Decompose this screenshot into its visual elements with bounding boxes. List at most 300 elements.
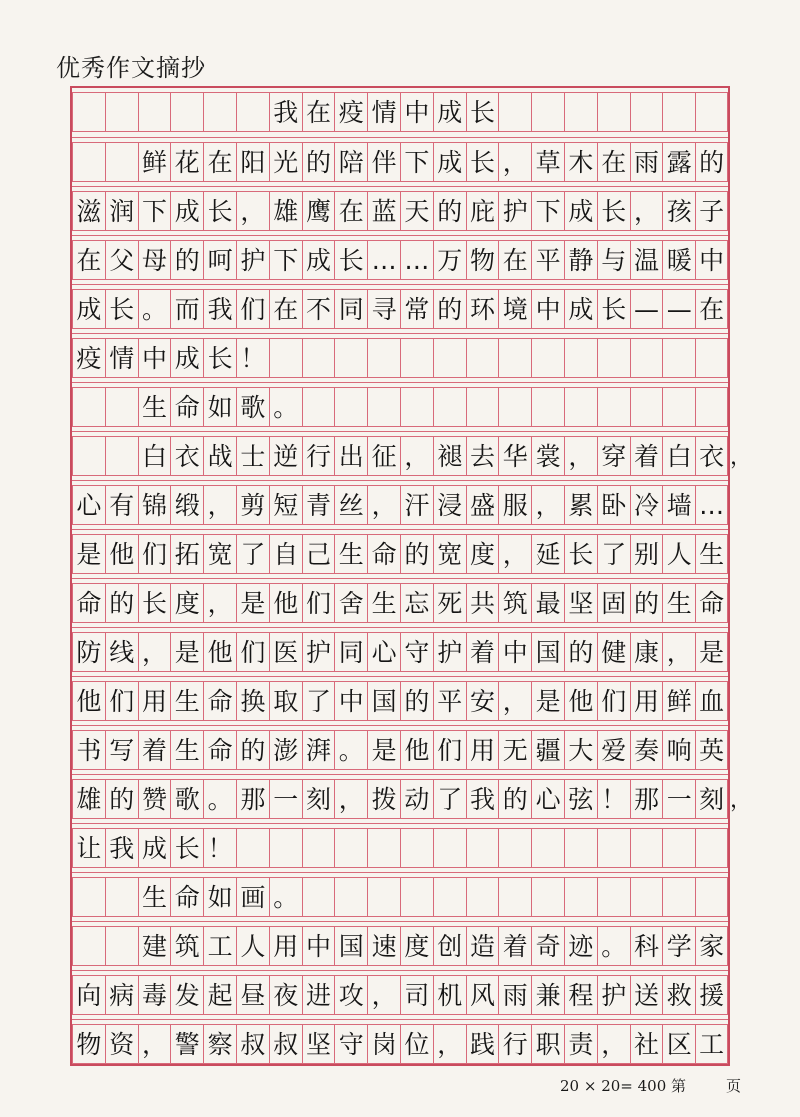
grid-cell: 同 <box>334 632 367 672</box>
grid-cell: 他 <box>400 730 433 770</box>
grid-cell: 缎 <box>170 485 203 525</box>
grid-cell <box>695 828 728 868</box>
grid-cell: 长 <box>466 142 499 182</box>
grid-cell: 平 <box>433 681 466 721</box>
grid-cell: 创 <box>433 926 466 966</box>
grid-cell: 生 <box>334 534 367 574</box>
grid-cell: 中 <box>138 338 171 378</box>
grid-cell: — <box>662 289 695 329</box>
grid-cell: 生 <box>695 534 728 574</box>
grid-cell: 天 <box>400 191 433 231</box>
grid-cell <box>302 877 335 917</box>
grid-cell: 人 <box>662 534 695 574</box>
grid-cell: 在 <box>334 191 367 231</box>
grid-cell: 疫 <box>334 92 367 132</box>
grid-cell: 。 <box>334 730 367 770</box>
grid-cell: 生 <box>662 583 695 623</box>
grid-cell: 舍 <box>334 583 367 623</box>
grid-cell: 安 <box>466 681 499 721</box>
grid-cell: 们 <box>597 681 630 721</box>
grid-cell: ， <box>498 142 531 182</box>
grid-cell <box>662 92 695 132</box>
grid-cell: 成 <box>433 92 466 132</box>
grid-cell: 护 <box>302 632 335 672</box>
grid-cell: 歌 <box>236 387 269 427</box>
grid-cell <box>531 92 564 132</box>
grid-cell: 中 <box>302 926 335 966</box>
grid-cell: 坚 <box>302 1024 335 1064</box>
grid-cell: 褪 <box>433 436 466 476</box>
grid-cell: 责 <box>564 1024 597 1064</box>
grid-cell <box>597 877 630 917</box>
grid-cell: 发 <box>170 975 203 1015</box>
grid-cell: 大 <box>564 730 597 770</box>
grid-cell: 拓 <box>170 534 203 574</box>
grid-cell: ， <box>367 975 400 1015</box>
grid-cell: 共 <box>466 583 499 623</box>
grid-cell: 是 <box>72 534 105 574</box>
grid-cell <box>72 877 105 917</box>
grid-row <box>72 1019 728 1068</box>
grid-cell: ， <box>662 632 695 672</box>
grid-cell: 衣 <box>695 436 728 476</box>
grid-cell <box>72 387 105 427</box>
grid-cell: 护 <box>236 240 269 280</box>
grid-cell: 长 <box>597 191 630 231</box>
grid-cell: 的 <box>105 583 138 623</box>
grid-cell: 程 <box>564 975 597 1015</box>
grid-cell: 职 <box>531 1024 564 1064</box>
grid-cell <box>695 387 728 427</box>
grid-cell: 下 <box>531 191 564 231</box>
grid-cell <box>400 338 433 378</box>
grid-cell: — <box>630 289 663 329</box>
grid-cell: ， <box>564 436 597 476</box>
grid-cell: 如 <box>203 877 236 917</box>
grid-cell: 了 <box>236 534 269 574</box>
grid-cell: 叔 <box>269 1024 302 1064</box>
grid-cell: 宽 <box>433 534 466 574</box>
grid-cell: 心 <box>531 779 564 819</box>
grid-cell: 露 <box>662 142 695 182</box>
grid-cell: 奇 <box>531 926 564 966</box>
grid-cell: 延 <box>531 534 564 574</box>
grid-cell <box>597 828 630 868</box>
grid-cell: 我 <box>269 92 302 132</box>
grid-cell: ！ <box>203 828 236 868</box>
grid-cell: 孩 <box>662 191 695 231</box>
grid-cell: 坚 <box>564 583 597 623</box>
grid-cell <box>334 387 367 427</box>
grid-cell: 兼 <box>531 975 564 1015</box>
grid-cell: 生 <box>367 583 400 623</box>
grid-cell: 工 <box>203 926 236 966</box>
grid-cell: 命 <box>170 877 203 917</box>
grid-cell: 成 <box>72 289 105 329</box>
grid-cell: 死 <box>433 583 466 623</box>
grid-cell: 向 <box>72 975 105 1015</box>
grid-cell: 的 <box>105 779 138 819</box>
grid-cell <box>105 436 138 476</box>
grid-cell: 的 <box>498 779 531 819</box>
grid-cell: 短 <box>269 485 302 525</box>
grid-cell: 们 <box>138 534 171 574</box>
grid-row <box>72 872 728 921</box>
grid-cell: 的 <box>400 534 433 574</box>
grid-cell: 血 <box>695 681 728 721</box>
grid-cell: 那 <box>236 779 269 819</box>
grid-cell: 行 <box>498 1024 531 1064</box>
grid-cell: ， <box>400 436 433 476</box>
grid-cell: 毒 <box>138 975 171 1015</box>
grid-cell: 是 <box>695 632 728 672</box>
grid-row <box>72 529 728 578</box>
grid-cell: 送 <box>630 975 663 1015</box>
grid-cell <box>564 828 597 868</box>
grid-cell: 爱 <box>597 730 630 770</box>
grid-row <box>72 578 728 627</box>
grid-cell: 衣 <box>170 436 203 476</box>
grid-cell <box>662 387 695 427</box>
grid-cell: 长 <box>203 191 236 231</box>
grid-cell <box>498 828 531 868</box>
grid-cell: ， <box>498 681 531 721</box>
grid-cell <box>367 387 400 427</box>
grid-cell: 学 <box>662 926 695 966</box>
grid-cell: 情 <box>367 92 400 132</box>
grid-cell <box>400 828 433 868</box>
grid-cell: 浸 <box>433 485 466 525</box>
grid-cell: 在 <box>302 92 335 132</box>
grid-cell: 花 <box>170 142 203 182</box>
grid-cell <box>630 387 663 427</box>
grid-cell: 国 <box>367 681 400 721</box>
grid-row <box>72 137 728 186</box>
grid-cell: 国 <box>531 632 564 672</box>
grid-row <box>72 186 728 235</box>
grid-cell: 用 <box>630 681 663 721</box>
grid-cell <box>695 92 728 132</box>
overflow-punctuation: ， <box>730 445 753 470</box>
grid-cell <box>531 387 564 427</box>
grid-cell: 鲜 <box>662 681 695 721</box>
grid-cell: 鲜 <box>138 142 171 182</box>
title-row <box>72 88 728 137</box>
grid-cell: 着 <box>466 632 499 672</box>
grid-cell: 取 <box>269 681 302 721</box>
grid-cell: 区 <box>662 1024 695 1064</box>
grid-cell <box>630 828 663 868</box>
grid-cell: 下 <box>400 142 433 182</box>
grid-cell: 忘 <box>400 583 433 623</box>
grid-cell: 叔 <box>236 1024 269 1064</box>
grid-cell <box>466 877 499 917</box>
grid-cell: 康 <box>630 632 663 672</box>
grid-cell <box>400 877 433 917</box>
grid-cell: 裳 <box>531 436 564 476</box>
grid-cell <box>236 92 269 132</box>
grid-cell: 命 <box>203 681 236 721</box>
grid-cell: 援 <box>695 975 728 1015</box>
grid-cell <box>334 828 367 868</box>
grid-cell: 起 <box>203 975 236 1015</box>
grid-cell: 病 <box>105 975 138 1015</box>
grid-cell <box>597 92 630 132</box>
grid-cell: 在 <box>498 240 531 280</box>
grid-cell: 。 <box>269 877 302 917</box>
grid-cell: 与 <box>597 240 630 280</box>
grid-cell: … <box>400 240 433 280</box>
grid-cell: 物 <box>72 1024 105 1064</box>
grid-cell <box>564 387 597 427</box>
grid-cell: 湃 <box>302 730 335 770</box>
grid-cell: ， <box>498 534 531 574</box>
grid-cell <box>105 387 138 427</box>
grid-cell: 母 <box>138 240 171 280</box>
grid-cell: ， <box>630 191 663 231</box>
grid-cell: 书 <box>72 730 105 770</box>
grid-cell: 在 <box>695 289 728 329</box>
grid-cell: 陪 <box>334 142 367 182</box>
grid-cell: 成 <box>433 142 466 182</box>
grid-cell: 弦 <box>564 779 597 819</box>
grid-row <box>72 382 728 431</box>
grid-cell: 筑 <box>170 926 203 966</box>
grid-cell: 我 <box>466 779 499 819</box>
grid-cell: 线 <box>105 632 138 672</box>
grid-cell <box>302 828 335 868</box>
grid-cell: 让 <box>72 828 105 868</box>
grid-cell: 们 <box>302 583 335 623</box>
grid-cell: 司 <box>400 975 433 1015</box>
grid-cell <box>630 92 663 132</box>
grid-cell: 生 <box>170 681 203 721</box>
grid-cell <box>269 338 302 378</box>
grid-cell <box>498 877 531 917</box>
grid-row <box>72 235 728 284</box>
grid-cell: 命 <box>72 583 105 623</box>
grid-cell: ， <box>531 485 564 525</box>
grid-cell: 澎 <box>269 730 302 770</box>
grid-cell <box>564 338 597 378</box>
grid-cell: 行 <box>302 436 335 476</box>
grid-cell: … <box>695 485 728 525</box>
grid-cell: 用 <box>466 730 499 770</box>
grid-cell: 呵 <box>203 240 236 280</box>
grid-cell: 雨 <box>498 975 531 1015</box>
grid-cell: 的 <box>400 681 433 721</box>
grid-cell <box>433 387 466 427</box>
grid-cell: 科 <box>630 926 663 966</box>
grid-cell: 们 <box>236 289 269 329</box>
grid-cell: 。 <box>269 387 302 427</box>
grid-cell: ， <box>236 191 269 231</box>
grid-cell: 那 <box>630 779 663 819</box>
grid-cell <box>72 926 105 966</box>
grid-cell <box>466 387 499 427</box>
grid-cell: 。 <box>138 289 171 329</box>
grid-cell: 庇 <box>466 191 499 231</box>
grid-cell <box>170 92 203 132</box>
grid-cell: 造 <box>466 926 499 966</box>
grid-cell: 雄 <box>72 779 105 819</box>
grid-cell: 伴 <box>367 142 400 182</box>
grid-cell <box>105 142 138 182</box>
grid-cell <box>367 828 400 868</box>
grid-cell: 命 <box>170 387 203 427</box>
grid-cell: 歌 <box>170 779 203 819</box>
grid-cell: 在 <box>597 142 630 182</box>
grid-cell: 写 <box>105 730 138 770</box>
grid-cell: 下 <box>269 240 302 280</box>
grid-cell <box>433 828 466 868</box>
grid-cell: 拨 <box>367 779 400 819</box>
grid-cell: 草 <box>531 142 564 182</box>
grid-cell <box>433 877 466 917</box>
grid-cell <box>105 877 138 917</box>
grid-cell: 成 <box>138 828 171 868</box>
grid-cell: 卧 <box>597 485 630 525</box>
grid-cell: 用 <box>269 926 302 966</box>
grid-cell <box>334 338 367 378</box>
grid-cell: 墙 <box>662 485 695 525</box>
grid-cell: 一 <box>662 779 695 819</box>
grid-cell: 在 <box>72 240 105 280</box>
overflow-punctuation: ， <box>730 788 753 813</box>
grid-cell: 我 <box>105 828 138 868</box>
grid-cell: 们 <box>236 632 269 672</box>
grid-cell: 中 <box>334 681 367 721</box>
grid-cell: 的 <box>564 632 597 672</box>
grid-cell: 中 <box>695 240 728 280</box>
grid-cell: 剪 <box>236 485 269 525</box>
grid-cell: 机 <box>433 975 466 1015</box>
grid-cell: 攻 <box>334 975 367 1015</box>
grid-cell: 的 <box>236 730 269 770</box>
grid-cell: 赞 <box>138 779 171 819</box>
grid-row <box>72 823 728 872</box>
grid-cell: 征 <box>367 436 400 476</box>
grid-cell: 中 <box>531 289 564 329</box>
grid-cell <box>531 828 564 868</box>
grid-cell: 位 <box>400 1024 433 1064</box>
grid-cell: 青 <box>302 485 335 525</box>
grid-cell: 我 <box>203 289 236 329</box>
grid-cell: 是 <box>531 681 564 721</box>
grid-cell <box>564 877 597 917</box>
grid-cell: 着 <box>630 436 663 476</box>
grid-cell: 健 <box>597 632 630 672</box>
grid-cell: 的 <box>170 240 203 280</box>
grid-cell <box>662 338 695 378</box>
grid-cell: 速 <box>367 926 400 966</box>
grid-cell: 无 <box>498 730 531 770</box>
grid-cell: 万 <box>433 240 466 280</box>
grid-cell: 。 <box>203 779 236 819</box>
page-number-label: 页 <box>726 1077 742 1095</box>
grid-cell: 逆 <box>269 436 302 476</box>
grid-row <box>72 921 728 970</box>
grid-cell <box>531 338 564 378</box>
grid-cell: 华 <box>498 436 531 476</box>
grid-cell: 他 <box>105 534 138 574</box>
grid-cell: 响 <box>662 730 695 770</box>
grid-row <box>72 970 728 1019</box>
grid-cell: 动 <box>400 779 433 819</box>
page-header: 优秀作文摘抄 <box>56 54 206 82</box>
grid-cell: 中 <box>498 632 531 672</box>
grid-cell: 了 <box>302 681 335 721</box>
grid-cell: 是 <box>236 583 269 623</box>
grid-cell: 成 <box>170 191 203 231</box>
grid-row <box>72 431 753 480</box>
grid-cell <box>302 387 335 427</box>
grid-cell: 暖 <box>662 240 695 280</box>
grid-cell: 长 <box>105 289 138 329</box>
grid-cell <box>630 877 663 917</box>
grid-cell <box>269 828 302 868</box>
grid-cell: 疫 <box>72 338 105 378</box>
grid-cell: 锦 <box>138 485 171 525</box>
grid-cell: 情 <box>105 338 138 378</box>
grid-cell: 累 <box>564 485 597 525</box>
grid-cell: 生 <box>138 877 171 917</box>
grid-cell: 成 <box>302 240 335 280</box>
grid-cell: 是 <box>170 632 203 672</box>
grid-cell: 士 <box>236 436 269 476</box>
grid-cell: 英 <box>695 730 728 770</box>
grid-cell <box>334 877 367 917</box>
grid-cell: 是 <box>367 730 400 770</box>
grid-cell: 而 <box>170 289 203 329</box>
grid-cell: 光 <box>269 142 302 182</box>
grid-cell: 蓝 <box>367 191 400 231</box>
grid-cell <box>236 828 269 868</box>
grid-cell <box>597 387 630 427</box>
grid-cell: 固 <box>597 583 630 623</box>
grid-cell: 他 <box>203 632 236 672</box>
grid-cell: 白 <box>138 436 171 476</box>
grid-cell <box>662 828 695 868</box>
grid-cell: 察 <box>203 1024 236 1064</box>
grid-row <box>72 627 728 676</box>
grid-cell: 。 <box>597 926 630 966</box>
grid-cell: ！ <box>236 338 269 378</box>
grid-cell: 资 <box>105 1024 138 1064</box>
grid-cell: 丝 <box>334 485 367 525</box>
grid-cell: 常 <box>400 289 433 329</box>
grid-cell: 他 <box>564 681 597 721</box>
grid-cell: 战 <box>203 436 236 476</box>
grid-cell <box>597 338 630 378</box>
grid-cell: 服 <box>498 485 531 525</box>
grid-cell: 的 <box>630 583 663 623</box>
grid-cell: 防 <box>72 632 105 672</box>
grid-cell: 父 <box>105 240 138 280</box>
grid-cell: ， <box>334 779 367 819</box>
grid-cell: 的 <box>695 142 728 182</box>
grid-cell: 夜 <box>269 975 302 1015</box>
grid-cell: 奏 <box>630 730 663 770</box>
grid-cell <box>498 92 531 132</box>
grid-cell: 宽 <box>203 534 236 574</box>
grid-cell: 守 <box>400 632 433 672</box>
grid-cell: ， <box>138 632 171 672</box>
grid-cell: 中 <box>400 92 433 132</box>
grid-cell: 雄 <box>269 191 302 231</box>
grid-cell: 国 <box>334 926 367 966</box>
grid-cell: 的 <box>302 142 335 182</box>
